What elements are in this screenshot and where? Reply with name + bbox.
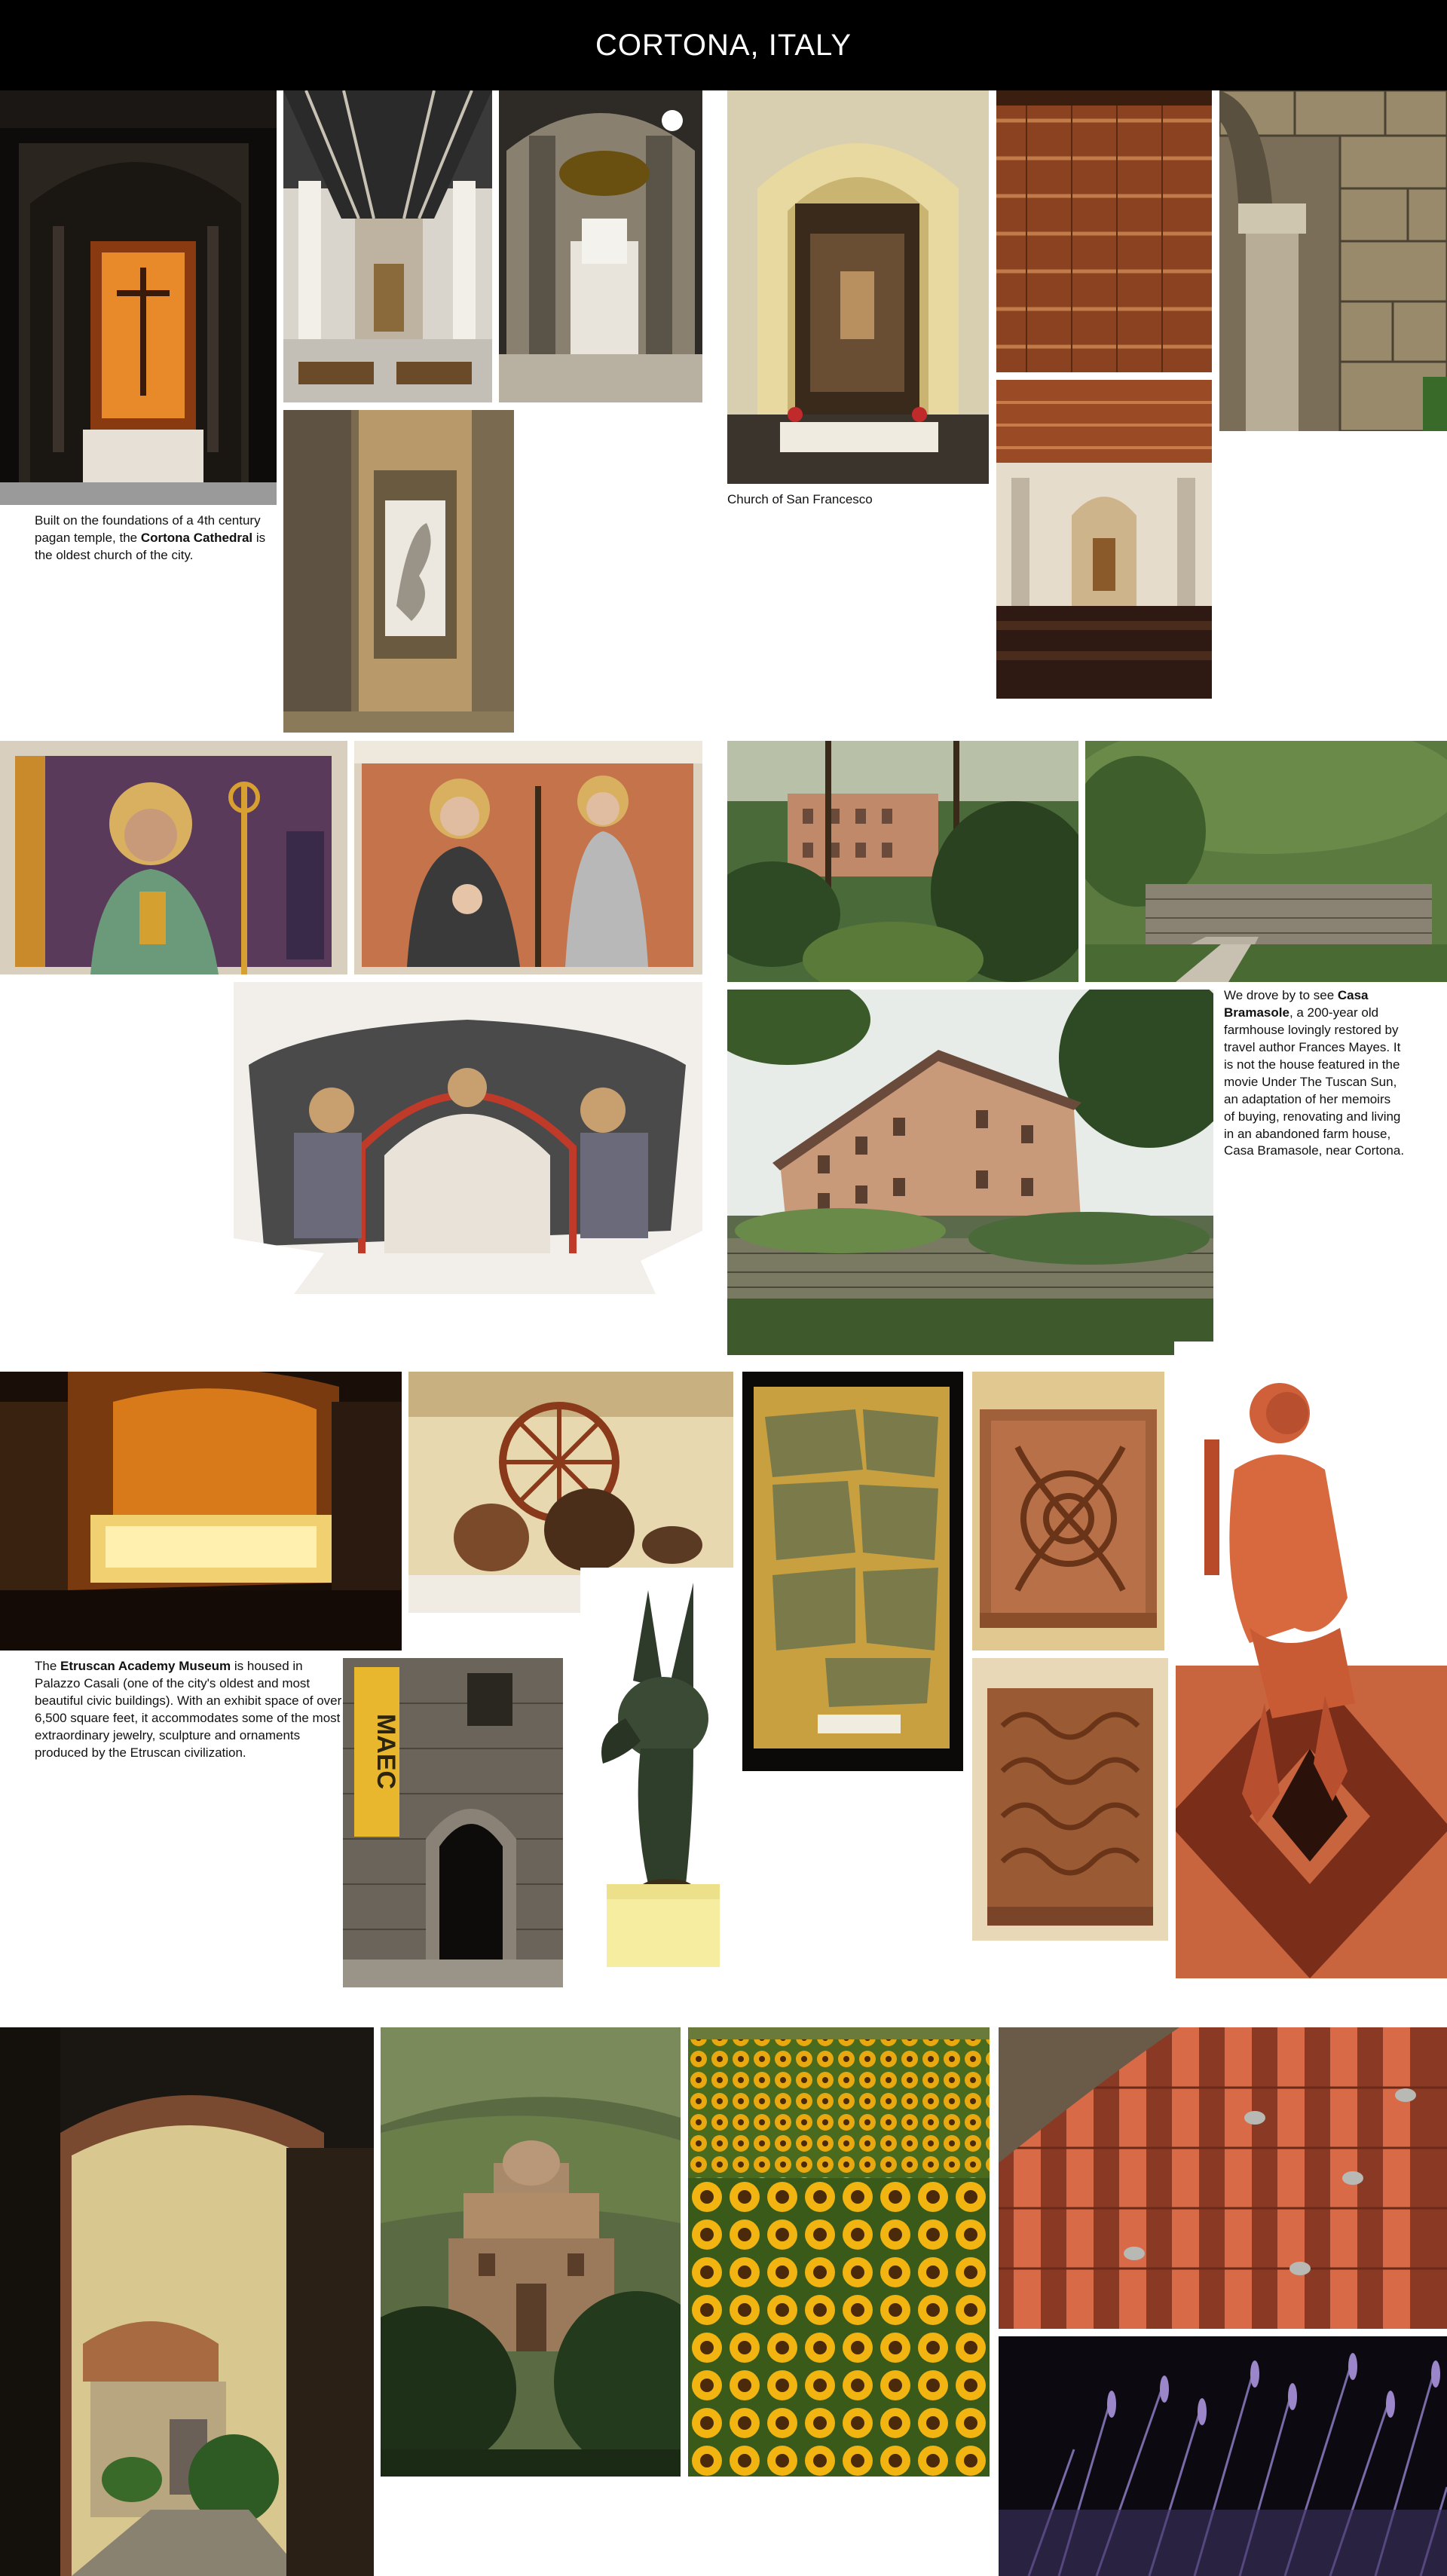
caption-bramasole: [1224, 987, 1405, 1160]
photo-bronze-griffin-head: [580, 1568, 740, 1978]
caption-cathedral-text-end: is the oldest church of the city.: [35, 530, 266, 562]
photo-sunflower-field: [688, 2027, 990, 2477]
photo-terracotta-roof-tiles: [999, 2027, 1447, 2329]
caption-bramasole-text-end: , a 200-year old farmhouse lovingly restored by travel author Frances Mayes. It is not the house featured in the movie Under The Tuscan Sun, an adaptation of her memoirs of buying, renovating and living in an abandoned farm house, Casa Bramasole, near Cortona.: [1224, 1005, 1405, 1158]
photo-alley-archways: [0, 2027, 374, 2576]
caption-cathedral: [35, 512, 276, 564]
photo-stone-relief-lion: [283, 410, 514, 733]
photo-statue-on-mosaic: [1174, 1342, 1447, 1978]
caption-museum: [35, 1658, 351, 1762]
photo-san-francesco-altar: [727, 90, 989, 484]
photo-maec-palazzo-entrance: [343, 1658, 563, 1987]
caption-bramasole-name: Casa Bramasole: [1224, 988, 1369, 1020]
photo-museum-hall: [0, 1372, 402, 1651]
photo-wooden-ceiling: [996, 90, 1212, 372]
photo-museum-carved-panel-scroll: [972, 1658, 1168, 1941]
caption-museum-text: The: [35, 1659, 61, 1673]
photo-lavender-field: [999, 2336, 1447, 2576]
photo-cathedral-nave: [283, 90, 492, 402]
page-title: CORTONA, ITALY: [595, 28, 852, 62]
caption-bramasole-text: We drove by to see: [1224, 988, 1338, 1002]
photo-bramasole-stone-terrace: [1085, 741, 1447, 982]
photo-museum-carved-panel-spiral: [972, 1372, 1164, 1651]
photo-san-francesco-nave: [996, 380, 1212, 699]
caption-san-francesco: Church of San Francesco: [727, 492, 873, 506]
maec-banner-text: MAEC: [372, 1713, 401, 1790]
photo-cathedral-altar-interior: [499, 90, 702, 402]
photo-bramasole-garden-villa: [727, 741, 1078, 982]
photo-museum-bronze-tablets: [742, 1372, 963, 1771]
photo-fresco-bishop: [0, 741, 347, 974]
photo-stone-column-capital: [1219, 90, 1447, 431]
photo-fresco-madonna-saints: [354, 741, 702, 974]
photo-fresco-lunette: [234, 982, 702, 1294]
caption-cathedral-text: Built on the foundations of a 4th century pagan temple, the: [35, 513, 261, 545]
photo-santa-maria-nuova-church: [381, 2027, 681, 2477]
caption-cathedral-name: Cortona Cathedral: [140, 530, 253, 545]
caption-museum-text-end: is housed in Palazzo Casali (one of the city's oldest and most beautiful civic buildings). With an exhibit space of over 6,500 square feet, it accommodates some of the most extraordinary jewelry, sculpture and ornaments produced by the Etruscan civilization.: [35, 1659, 342, 1760]
page-title-bar: [0, 0, 1447, 90]
photo-casa-bramasole-house: [727, 990, 1213, 1355]
photo-cathedral-crucifix-altar: [0, 90, 277, 505]
caption-museum-name: Etruscan Academy Museum: [60, 1659, 231, 1673]
